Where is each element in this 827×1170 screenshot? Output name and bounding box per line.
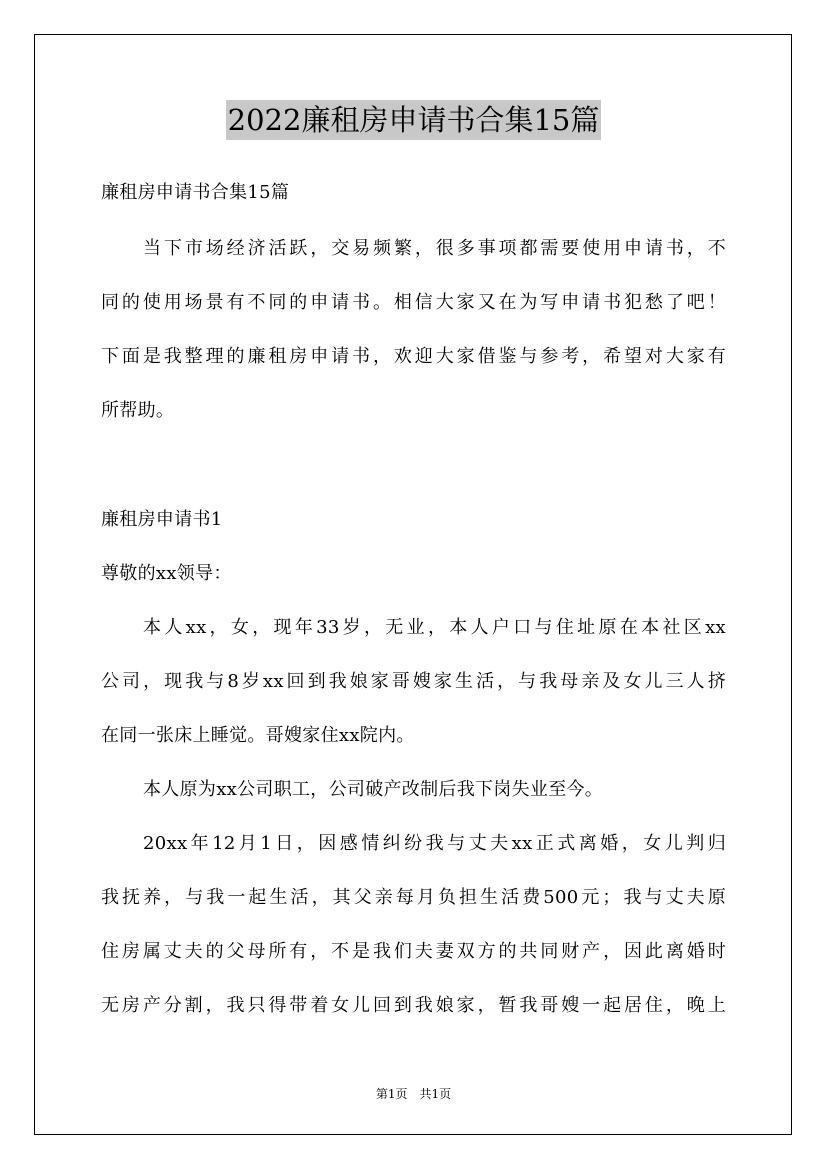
intro-line: 同的使用场景有不同的申请书。相信大家又在为写申请书犯愁了吧！ xyxy=(101,292,726,313)
salutation: 尊敬的xx领导： xyxy=(101,563,232,584)
paragraph-line: 20xx年12月1日，因感情纠纷我与丈夫xx正式离婚，女儿判归 xyxy=(143,833,726,854)
paragraph-line: 无房产分割，我只得带着女儿回到我娘家，暂我哥嫂一起居住，晚上 xyxy=(101,995,726,1016)
title-wrap xyxy=(0,100,827,140)
section-heading: 廉租房申请书1 xyxy=(101,509,223,530)
page-footer: 第1页 共1页 xyxy=(375,1087,452,1101)
paragraph-line: 本人xx，女，现年33岁，无业，本人户口与住址原在本社区xx xyxy=(143,617,726,638)
paragraph-line: 在同一张床上睡觉。哥嫂家住xx院内。 xyxy=(101,725,415,746)
document-title: 2022廉租房申请书合集15篇 xyxy=(226,100,602,140)
paragraph-line: 本人原为xx公司职工，公司破产改制后我下岗失业至今。 xyxy=(143,779,604,800)
paragraph-line: 住房属丈夫的父母所有，不是我们夫妻双方的共同财产，因此离婚时 xyxy=(101,941,726,962)
paragraph-line: 公司，现我与8岁xx回到我娘家哥嫂家生活，与我母亲及女儿三人挤 xyxy=(101,671,726,692)
intro-line: 下面是我整理的廉租房申请书，欢迎大家借鉴与参考，希望对大家有 xyxy=(101,346,726,367)
document-subtitle: 廉租房申请书合集15篇 xyxy=(101,182,290,203)
intro-line: 当下市场经济活跃，交易频繁，很多事项都需要使用申请书，不 xyxy=(143,238,726,259)
paragraph-line: 我抚养，与我一起生活，其父亲每月负担生活费500元；我与丈夫原 xyxy=(101,887,726,908)
intro-line: 所帮助。 xyxy=(101,400,175,421)
